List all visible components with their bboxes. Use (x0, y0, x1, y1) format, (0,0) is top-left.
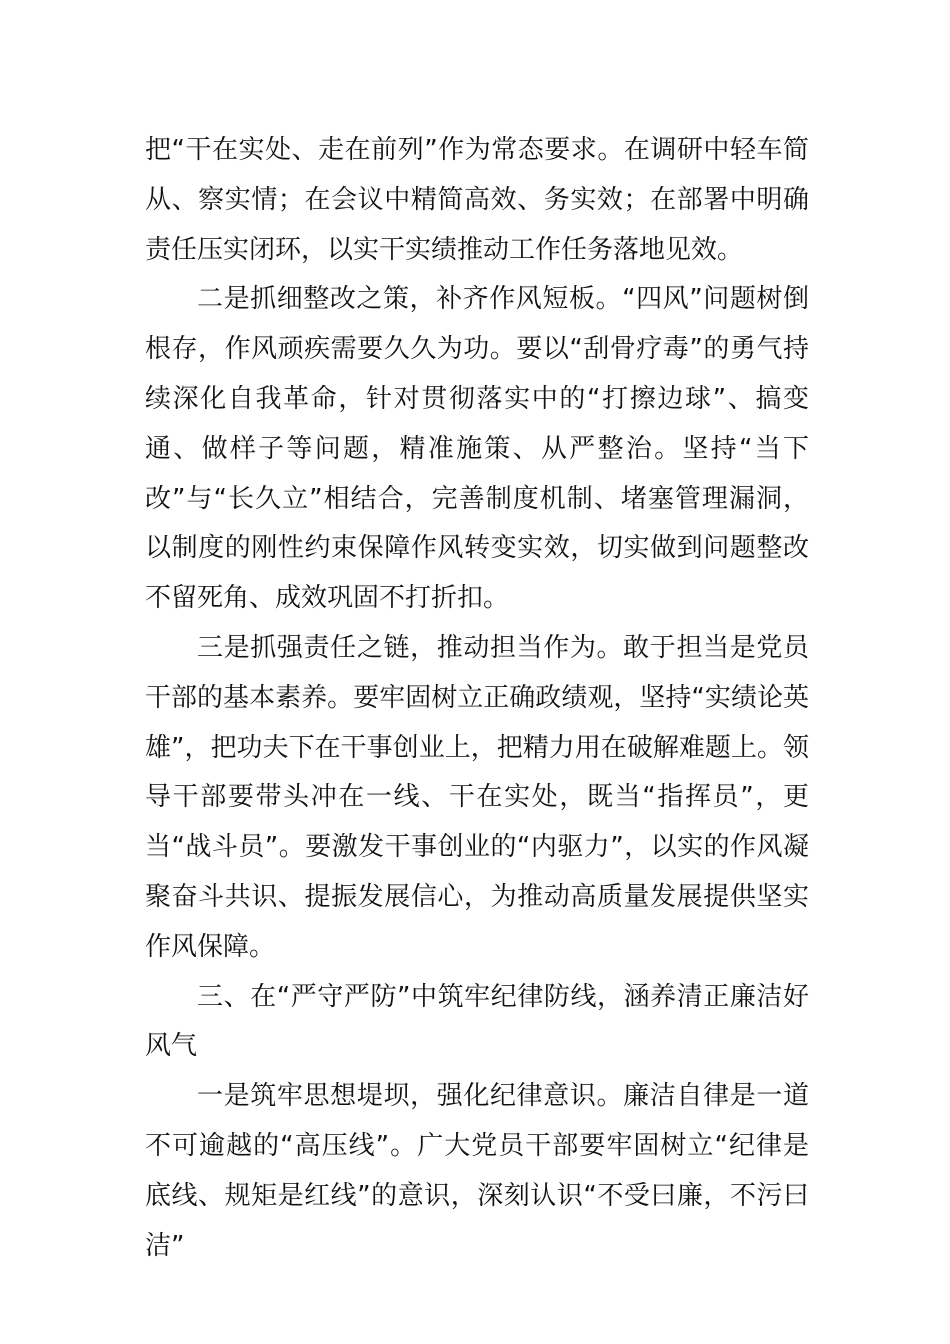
document-body (145, 126, 809, 1271)
paragraph-2: 二是抓细整改之策，补齐作风短板。“四风”问题树倒根存，作风顽疾需要久久为功。要以“刮骨疗毒”的勇气持续深化自我革命，针对贯彻落实中的“打擦边球”、搞变通、做样子等问题，精准施策、从严整治。坚持“当下改”与“长久立”相结合，完善制度机制、堵塞管理漏洞，以制度的刚性约束保障作风转变实效，切实做到问题整改不留死角、成效巩固不打折扣。 (145, 284, 809, 614)
paragraph-1: 把“干在实处、走在前列”作为常态要求。在调研中轻车简从、察实情；在会议中精简高效、务实效；在部署中明确责任压实闭环，以实干实绩推动工作任务落地见效。 (145, 135, 809, 265)
paragraph-3: 三是抓强责任之链，推动担当作为。敢于担当是党员干部的基本素养。要牢固树立正确政绩观，坚持“实绩论英雄”，把功夫下在干事创业上，把精力用在破解难题上。领导干部要带头冲在一线、干在实处，既当“指挥员”，更当“战斗员”。要激发干事创业的“内驱力”，以实的作风凝聚奋斗共识、提振发展信心，为推动高质量发展提供坚实作风保障。 (145, 632, 809, 962)
section-heading-3: 三、在“严守严防”中筑牢纪律防线，涵养清正廉洁好风气 (145, 981, 809, 1062)
paragraph-5: 一是筑牢思想堤坝，强化纪律意识。廉洁自律是一道不可逾越的“高压线”。广大党员干部要牢固树立“纪律是底线、规矩是红线”的意识，深刻认识“不受曰廉，不污曰洁” (145, 1081, 809, 1261)
